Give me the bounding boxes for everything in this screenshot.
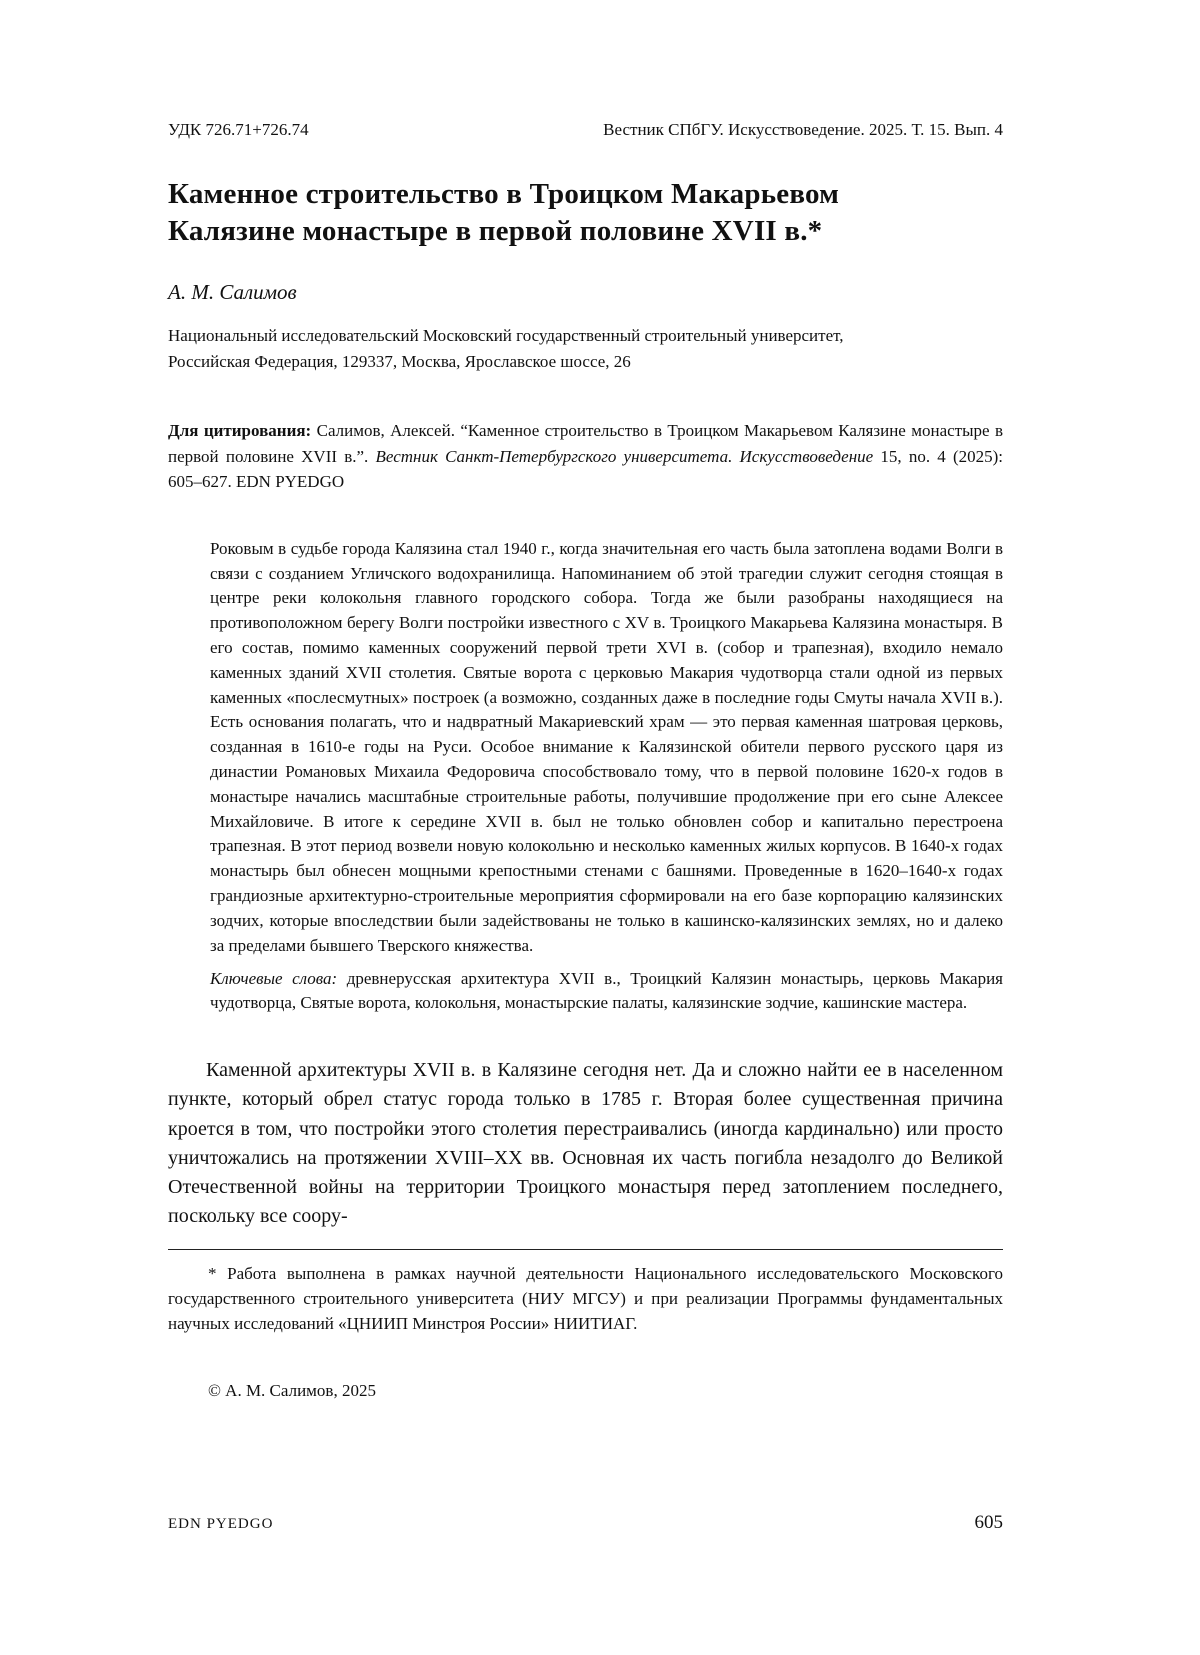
body-paragraph: Каменной архитектуры XVII в. в Калязине сегодня нет. Да и сложно найти ее в населенном пункте, который обрел статус города только в 1785 г. Вторая более существенная причина кроется в том, что постройки этого столетия перестраивались (иногда кардинально) или просто уничтожались на протяжении XVIII–XX вв. Основная их часть погибла незадолго до Великой Отечественной войны на территории Троицкого монастыря перед затоплением последнего, поскольку все соору- xyxy=(168,1059,1003,1228)
citation-text: Салимов, Алексей. “Каменное строительство в Троицком Макарьевом Калязине монастыре в первой половине XVII в.”. xyxy=(168,421,1003,466)
journal-reference: Вестник СПбГУ. Искусствоведение. 2025. Т. 15. Вып. 4 xyxy=(603,120,1003,139)
keywords-text: древнерусская архитектура XVII в., Троицкий Калязин монастырь, церковь Макария чудотворца, Святые ворота, колокольня, монастырские палаты, калязинские зодчие, кашинские мастера. xyxy=(210,968,1003,1013)
abstract-text: Роковым в судьбе города Калязина стал 1940 г., когда значительная его часть была затоплена водами Волги в связи с созданием Угличского водохранилища. Напоминанием об этой трагедии служит сегодня стоящая в центре реки колокольня главного городского собора. Тогда же были разобраны находящиеся на противоположном берегу Волги постройки известного с XV в. Троицкого Макарьева Калязина монастыря. В его состав, помимо каменных сооружений первой трети XVI в. (собор и трапезная), входило немало каменных зданий XVII столетия. Святые ворота с церковью Макария чудотворца стали одной из первых каменных «послесмутных» построек (а возможно, созданных даже в последние годы Смуты начала XVII в.). Есть основания полагать, что и надвратный Макариевский храм — это первая каменная шатровая церковь, созданная в 1610-е годы на Руси. Особое внимание к Калязинской обители первого русского царя из династии Романовых Михаила Федоровича способствовало тому, что в первой половине 1620-х годов в монастыре начались масштабные строительные работы, получившие продолжение при его сыне Алексее Михайловиче. В итоге к середине XVII в. был не только обновлен собор и капитально перестроена трапезная. В этот период возвели новую колокольню и несколько каменных жилых корпусов. В 1640-х годах монастырь был обнесен мощными крепостными стенами с башнями. Проведенные в 1620–1640-х годах грандиозные архитектурно-строительные мероприятия сформировали на его базе корпорацию калязинских зодчих, которые впоследствии были задействованы не только в кашинско-калязинских землях, но и далеко за пределами бывшего Тверского княжества. xyxy=(210,538,1003,955)
copyright-line: © А. М. Салимов, 2025 xyxy=(208,1381,376,1401)
footer-edn-code: EDN PYEDGO xyxy=(168,1516,274,1532)
page-header xyxy=(168,120,1003,140)
author-name: А. М. Салимов xyxy=(168,280,297,305)
affiliation-line-1: Национальный исследовательский Московский государственный строительный университет, xyxy=(168,326,844,346)
article-title: Каменное строительство в Троицком Макарьевом Калязине монастыре в первой половине XVII в.* xyxy=(168,178,840,248)
keywords-label: Ключевые слова: xyxy=(210,968,338,988)
page-footer xyxy=(168,1512,1003,1534)
udk-label: УДК 726.71+726.74 xyxy=(168,120,309,139)
citation-block xyxy=(168,418,1003,495)
citation-label: Для цитирования: xyxy=(168,421,312,441)
page-number: 605 xyxy=(974,1512,1003,1533)
keywords-line xyxy=(210,967,1003,1017)
footnote-divider xyxy=(168,1249,1003,1250)
abstract-section xyxy=(210,537,1003,1016)
affiliation-line-2: Российская Федерация, 129337, Москва, Ярославское шоссе, 26 xyxy=(168,351,631,371)
affiliation xyxy=(168,323,1003,374)
footnote-text: * Работа выполнена в рамках научной деятельности Национального исследовательского Московского государственного строительного университета (НИУ МГСУ) и при реализации Программы фундаментальных научных исследований «ЦНИИП Минстроя России» НИИТИАГ. xyxy=(168,1264,1003,1334)
citation-journal-title: Вестник Санкт-Петербургского университета. Искусствоведение xyxy=(375,446,874,466)
citation-issue-info: 15, no. 4 (2025): 605–627. EDN PYEDGO xyxy=(168,446,1003,492)
